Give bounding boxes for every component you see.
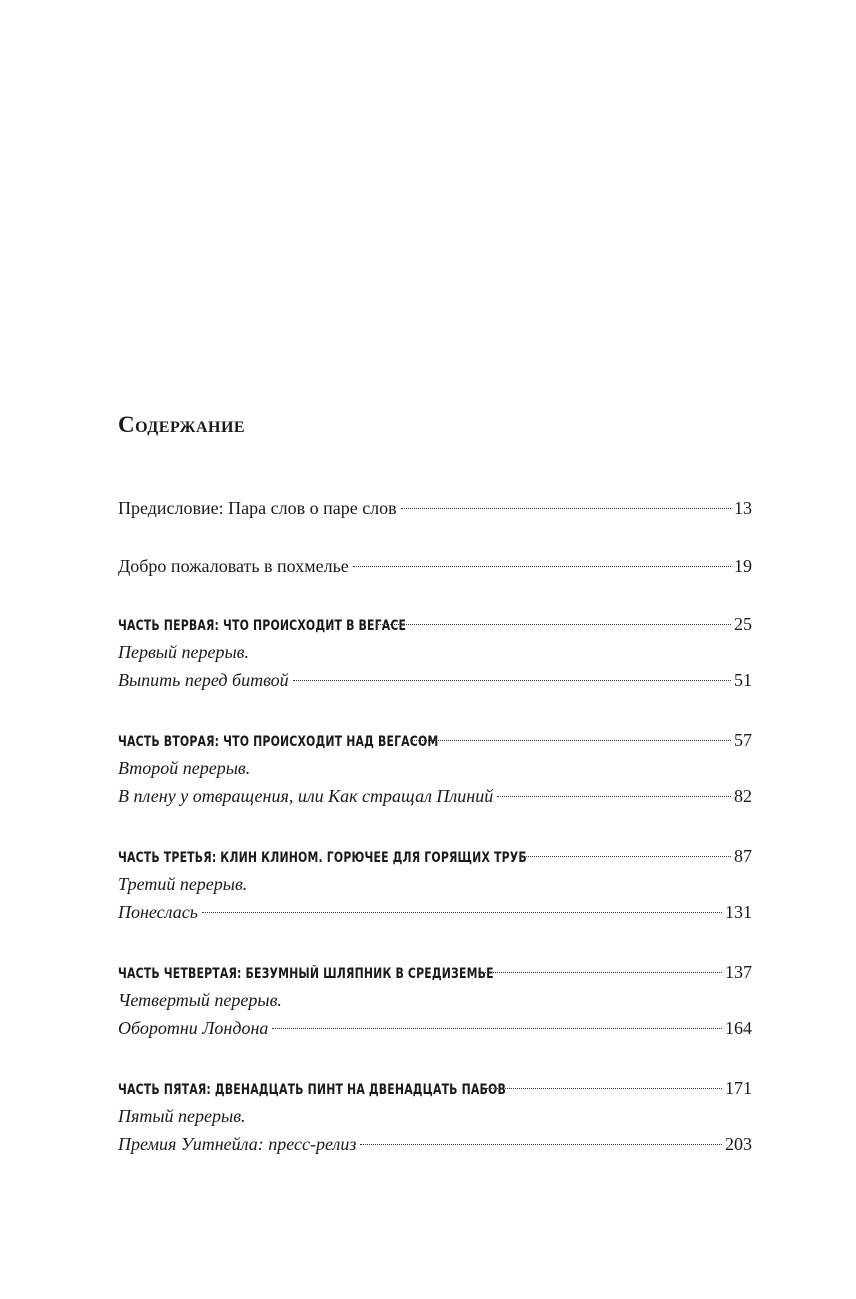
toc-entry-page: 57 — [734, 730, 752, 750]
dot-leader — [401, 508, 731, 509]
toc-title: Содержание — [118, 412, 246, 437]
dot-leader — [360, 1144, 722, 1145]
toc-part-title: ЧАСТЬ ЧЕТВЕРТАЯ: БЕЗУМНЫЙ ШЛЯПНИК В СРЕДИЗЕМЬЕ — [118, 966, 494, 982]
toc-part-title: ЧАСТЬ ВТОРАЯ: ЧТО ПРОИСХОДИТ НАД ВЕГАСОМ — [118, 734, 439, 750]
toc-part-entry — [118, 1074, 752, 1102]
dot-leader — [293, 680, 731, 681]
toc-part-title: ЧАСТЬ ПЯТАЯ: ДВЕНАДЦАТЬ ПИНТ НА ДВЕНАДЦАТЬ ПАБОВ — [118, 1082, 506, 1098]
toc-entry — [118, 870, 752, 898]
toc-entry — [118, 552, 752, 580]
toc-part-entry — [118, 958, 752, 986]
toc-entry-page: 51 — [734, 670, 752, 690]
toc-part-title: ЧАСТЬ ПЕРВАЯ: ЧТО ПРОИСХОДИТ В ВЕГАСЕ — [118, 618, 407, 634]
dot-leader — [486, 1088, 722, 1089]
toc-entry — [118, 1102, 752, 1130]
toc-entry — [118, 986, 752, 1014]
dot-leader — [478, 972, 722, 973]
dot-leader — [497, 796, 731, 797]
toc-part-entry — [118, 610, 752, 638]
toc-entry-title: Предисловие: Пара слов о паре слов — [118, 498, 397, 518]
toc-entry-page: 164 — [725, 1018, 752, 1038]
toc-entry — [118, 638, 752, 666]
toc-entry-page: 131 — [725, 902, 752, 922]
toc-entry-title: Добро пожаловать в похмелье — [118, 556, 349, 576]
toc-entry-page: 171 — [725, 1078, 752, 1098]
toc-entry-title: Понеслась — [118, 902, 198, 922]
toc-entry — [118, 666, 752, 694]
toc-entry-page: 137 — [725, 962, 752, 982]
toc-entry — [118, 1130, 752, 1158]
toc-entry — [118, 1014, 752, 1042]
dot-leader — [520, 856, 731, 857]
toc-entry-title: Премия Уитнейла: пресс-релиз — [118, 1134, 357, 1154]
toc-entry — [118, 754, 752, 782]
toc-entry-page: 19 — [734, 556, 752, 576]
table-of-contents — [118, 408, 752, 1154]
toc-entry-title: Оборотни Лондона — [118, 1018, 269, 1038]
toc-entry-title: Третий перерыв. — [118, 874, 248, 894]
toc-entry-title: Пятый перерыв. — [118, 1106, 246, 1126]
toc-entry-page: 13 — [734, 498, 752, 518]
toc-entry-title: Второй перерыв. — [118, 758, 251, 778]
toc-entry-title: Выпить перед битвой — [118, 670, 289, 690]
toc-part-title: ЧАСТЬ ТРЕТЬЯ: КЛИН КЛИНОМ. ГОРЮЧЕЕ ДЛЯ ГОРЯЩИХ ТРУБ — [118, 850, 527, 866]
toc-entry-page: 82 — [734, 786, 752, 806]
toc-entry-title: В плену у отвращения, или Как стращал Плиний — [118, 786, 494, 806]
toc-part-entry — [118, 726, 752, 754]
toc-entry-title: Первый перерыв. — [118, 642, 249, 662]
toc-entry-page: 87 — [734, 846, 752, 866]
dot-leader — [376, 624, 731, 625]
dot-leader — [353, 566, 731, 567]
toc-entry-page: 203 — [725, 1134, 752, 1154]
toc-entry-page: 25 — [734, 614, 752, 634]
toc-entry — [118, 494, 752, 522]
toc-entry-title: Четвертый перерыв. — [118, 990, 282, 1010]
dot-leader — [410, 740, 731, 741]
toc-entry — [118, 898, 752, 926]
toc-part-entry — [118, 842, 752, 870]
dot-leader — [202, 912, 722, 913]
dot-leader — [272, 1028, 722, 1029]
toc-entry — [118, 782, 752, 810]
